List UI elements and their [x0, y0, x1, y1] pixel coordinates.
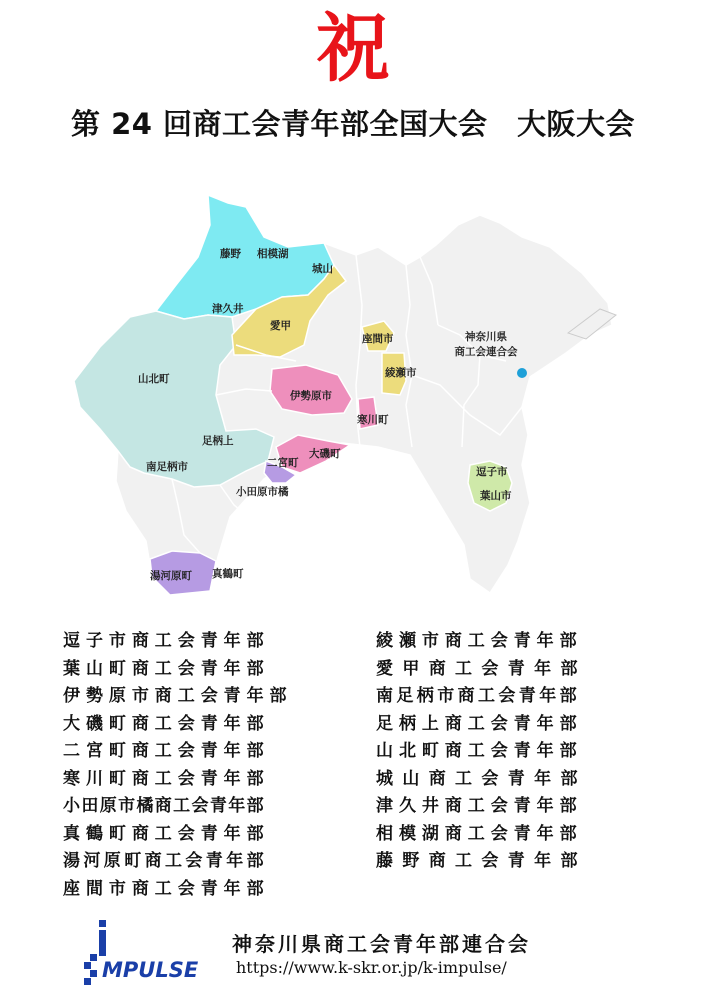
- list-item: 綾瀬市商工会青年部: [376, 631, 583, 651]
- list-item: 大磯町商工会青年部: [63, 713, 270, 734]
- list-item: 二宮町商工会青年部: [63, 741, 270, 761]
- list-item: 逗子市商工会青年部: [63, 631, 270, 651]
- map-label-zushi: 逗子市: [476, 466, 508, 478]
- map-label-yugawara: 湯河原町: [150, 570, 192, 582]
- map-label-ashigarakami: 足柄上: [202, 435, 234, 447]
- map-svg: [60, 185, 650, 605]
- map-label-yamakita: 山北町: [138, 373, 170, 385]
- map-label-sagamiko: 相模湖: [257, 248, 289, 260]
- map-label-fujino: 藤野: [220, 248, 241, 260]
- map-label-hayama: 葉山市: [480, 490, 512, 502]
- list-item: 相模湖商工会青年部: [376, 823, 583, 844]
- list-item: 津久井商工会青年部: [376, 796, 583, 816]
- organization-name: 神奈川県商工会青年部連合会: [232, 932, 531, 956]
- map-label-samukawa: 寒川町: [357, 414, 389, 426]
- map-label-isehara: 伊勢原市: [290, 390, 332, 402]
- map-label-aikawa: 愛甲: [270, 320, 291, 332]
- list-item: 南足柄市商工会青年部: [376, 686, 580, 706]
- map-label-manazuru: 真鶴町: [212, 568, 244, 580]
- list-column-left: [63, 628, 293, 903]
- list-item: 湯河原町商工会青年部: [63, 851, 267, 871]
- map-label-kanagawa-line2: 商工会連合会: [454, 346, 518, 358]
- map-label-minamiashigara: 南足柄市: [146, 461, 188, 473]
- map-label-zama: 座間市: [362, 333, 394, 345]
- list-column-right: [376, 628, 587, 876]
- location-dot: [517, 368, 527, 378]
- map-label-tsukui: 津久井: [212, 303, 244, 315]
- list-item: 城山商工会青年部: [376, 768, 587, 789]
- organization-url[interactable]: https://www.k-skr.or.jp/k-impulse/: [236, 958, 507, 977]
- list-item: 愛甲商工会青年部: [376, 658, 587, 679]
- impulse-logo-text: MPULSE: [102, 958, 199, 982]
- kanagawa-map: [60, 185, 650, 605]
- map-label-oiso: 大磯町: [309, 448, 341, 460]
- map-label-kanagawa-line1: 神奈川県: [465, 331, 507, 343]
- list-item: 葉山町商工会青年部: [63, 658, 270, 679]
- list-item: 足柄上商工会青年部: [376, 713, 583, 734]
- map-label-ayase: 綾瀬市: [385, 367, 417, 379]
- list-item: 藤野商工会青年部: [376, 851, 587, 871]
- list-item: 座間市商工会青年部: [63, 878, 270, 899]
- celebration-kanji: 祝: [316, 6, 390, 92]
- map-label-odawara: 小田原市橘: [236, 486, 289, 498]
- map-label-shiroyama: 城山: [312, 263, 333, 275]
- list-item: 伊勢原市商工会青年部: [63, 686, 293, 706]
- impulse-logo: [82, 916, 212, 988]
- list-item: 小田原市橘商工会青年部: [63, 796, 265, 816]
- footer: [0, 912, 706, 992]
- list-item: 寒川町商工会青年部: [63, 768, 270, 789]
- list-item: 山北町商工会青年部: [376, 741, 583, 761]
- map-label-ninomiya: 二宮町: [267, 457, 299, 469]
- page-title: 第 24 回商工会青年部全国大会 大阪大会: [70, 107, 636, 141]
- list-item: 真鶴町商工会青年部: [63, 823, 270, 844]
